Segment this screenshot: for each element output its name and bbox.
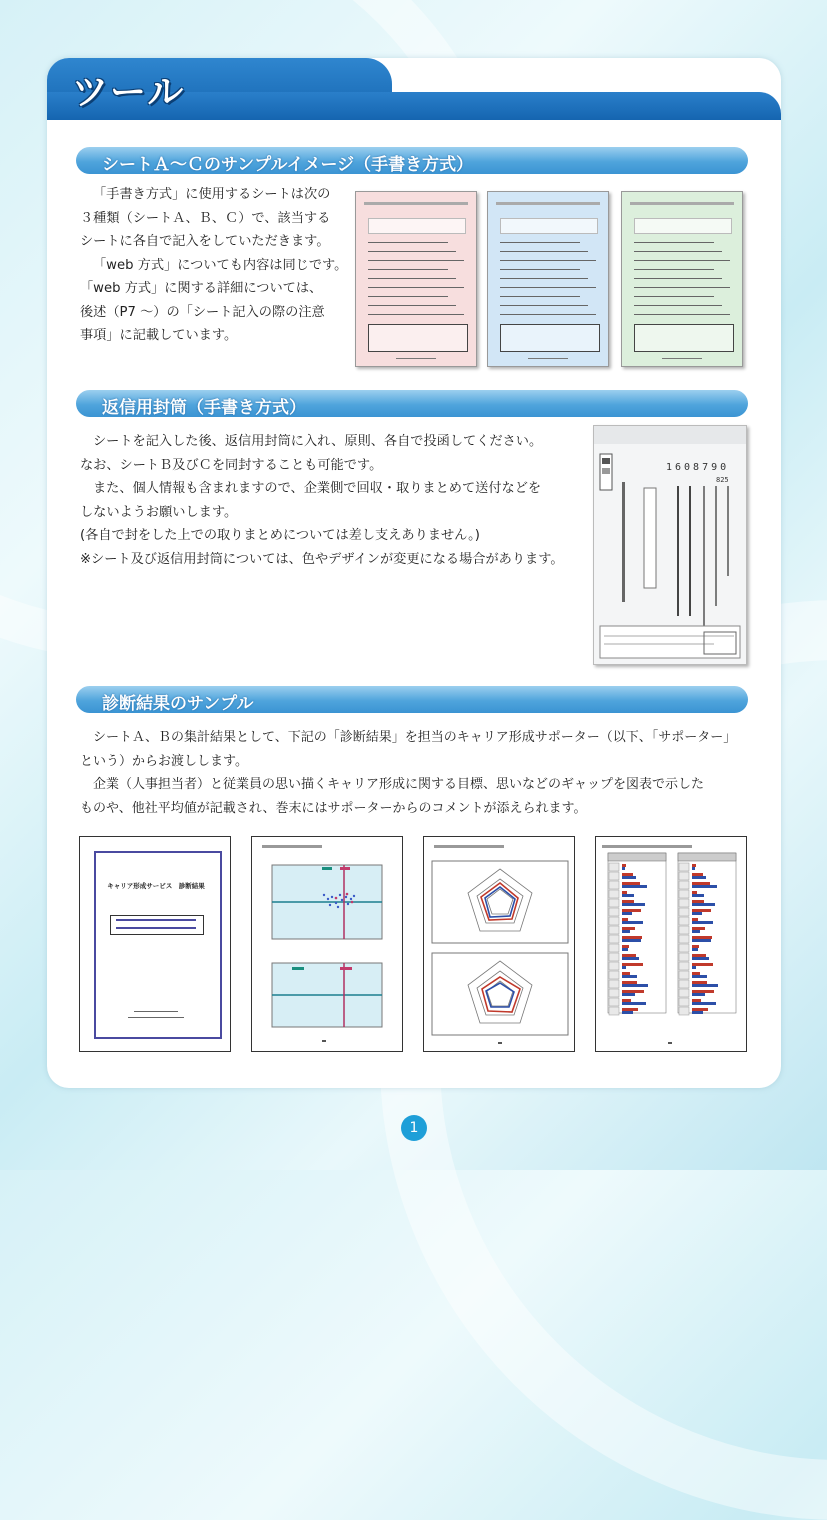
section-heading-envelope	[76, 390, 748, 417]
text-line: 事項」に記載しています。	[80, 328, 238, 343]
text-line: 後述（P7 ～）の「シート記入の際の注意	[80, 304, 325, 320]
text-line: という）からお渡しします。	[80, 753, 248, 769]
section-heading-text: 診断結果のサンプル	[102, 694, 254, 714]
sheet-sample-a	[355, 191, 477, 367]
postal-subcode: 825	[716, 476, 729, 484]
section-heading-results	[76, 686, 748, 713]
text-line: 企業（人事担当者）と従業員の思い描くキャリア形成に関する目標、思いなどのギャップを図表で示した	[93, 777, 705, 792]
section-heading-sheets	[76, 147, 748, 174]
report-table-thumbnail	[595, 836, 747, 1052]
text-line: ３種類（シートＡ、Ｂ、Ｃ）で、該当する	[80, 210, 331, 226]
text-line: シートＡ、Ｂの集計結果として、下記の「診断結果」を担当のキャリア形成サポーター（以下、「サポーター」	[93, 730, 737, 745]
return-envelope-image	[593, 425, 747, 665]
text-line: シートに各自で記入をしていただきます。	[80, 234, 330, 249]
text-line: 「web 方式」に関する詳細については、	[80, 281, 323, 296]
page-title: ツール	[72, 72, 186, 113]
postal-code: 1608790	[666, 462, 730, 473]
text-line: 「手書き方式」に使用するシートは次の	[93, 187, 331, 202]
radar-drawing	[424, 837, 574, 1051]
text-line: また、個人情報も含まれますので、企業側で回収・取りまとめて送付などを	[93, 481, 542, 496]
scatter-drawing	[252, 837, 402, 1051]
report-radar-thumbnail	[423, 836, 575, 1052]
text-line: ものや、他社平均値が記載され、巻末にはサポーターからのコメントが添えられます。	[80, 800, 587, 816]
page-number: 1	[401, 1115, 427, 1141]
envelope-description	[80, 430, 590, 571]
text-line: なお、シートＢ及びＣを同封することも可能です。	[80, 457, 383, 473]
table-drawing	[596, 837, 746, 1051]
sheet-sample-c	[621, 191, 743, 367]
sheets-description	[80, 183, 350, 348]
sheet-sample-b	[487, 191, 609, 367]
section-heading-text: シートＡ～Ｃのサンプルイメージ（手書き方式）	[102, 155, 474, 175]
text-line: ※シート及び返信用封筒については、色やデザインが変更になる場合があります。	[80, 551, 564, 567]
report-cover-thumbnail	[79, 836, 231, 1052]
report-scatter-thumbnail	[251, 836, 403, 1052]
text-line: シートを記入した後、返信用封筒に入れ、原則、各自で投函してください。	[93, 434, 543, 449]
section-heading-text: 返信用封筒（手書き方式）	[102, 398, 306, 418]
text-line: しないようお願いします。	[80, 504, 238, 520]
text-line: (各自で封をした上での取りまとめについては差し支えありません。)	[80, 528, 480, 543]
text-line: 「web 方式」についても内容は同じです。	[93, 257, 348, 273]
results-description	[80, 726, 760, 820]
report-cover-title: キャリア形成サービス 診断結果	[107, 882, 205, 890]
